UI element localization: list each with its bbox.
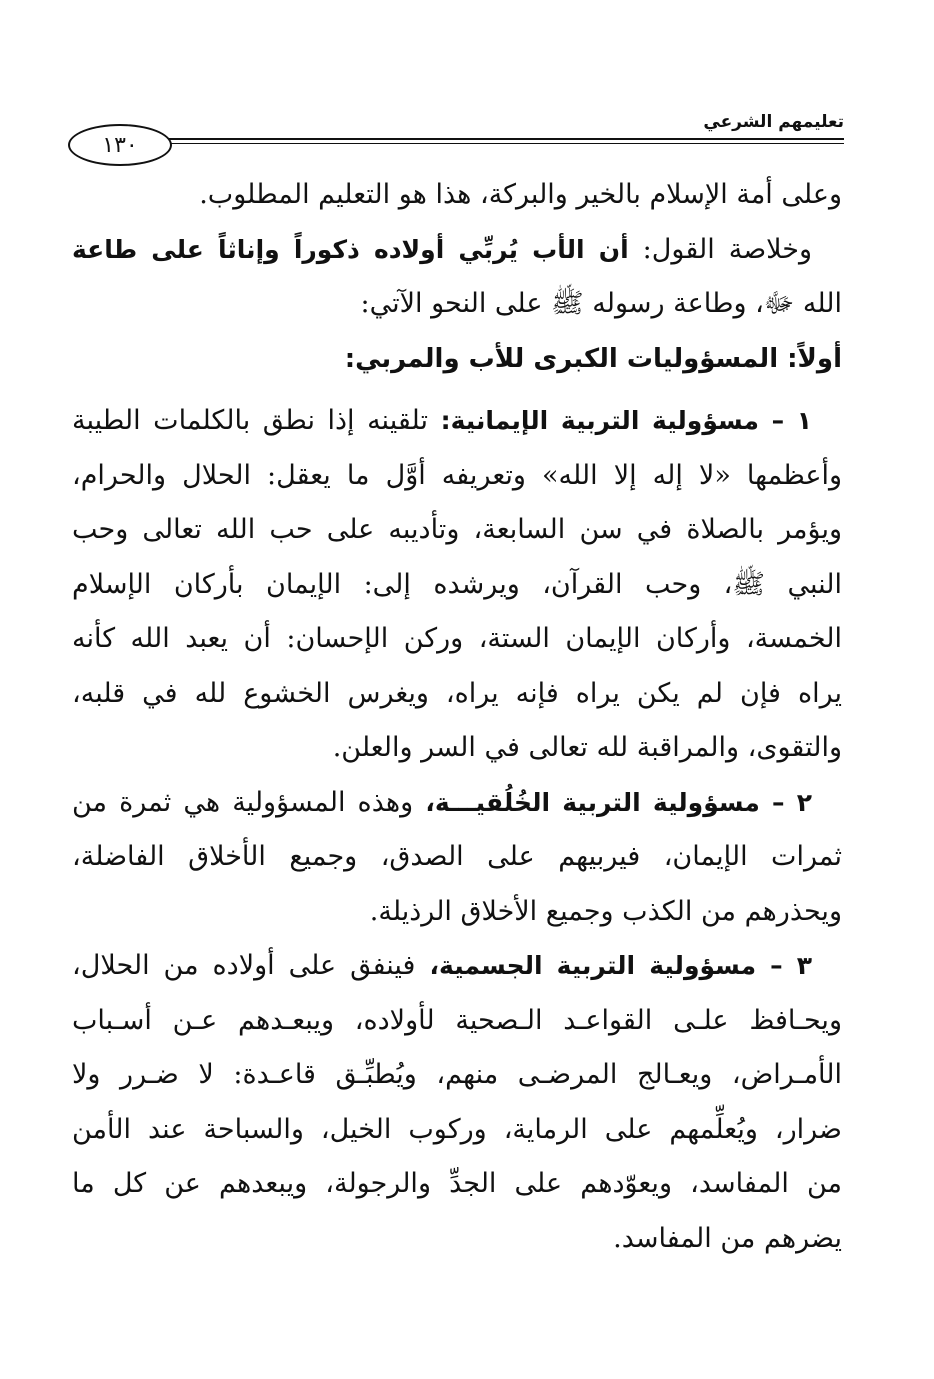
text-line: وأعظمها «لا إله إلا الله» وتعريفه أوَّل ما يعقل: الحلال والحرام، <box>72 459 842 491</box>
text-line: ويؤمر بالصلاة في سن السابعة، وتأديبه على حب الله تعالى وحب <box>72 514 842 545</box>
text-line: ويحذرهم من الكذب وجميع الأخلاق الرذيلة. <box>369 895 842 927</box>
text-line: الأمـراض، ويعـالج المرضـى منهم، ويُطبِّـق قاعـدة: لا ضـرر ولا <box>72 1059 842 1090</box>
text-line: الله ﷻ، وطاعة رسوله ﷺ على النحو الآتي: <box>360 288 842 319</box>
text-line: ثمرات الإيمان، فيربيهم على الصدق، وجميع الأخلاق الفاضلة، <box>72 841 842 872</box>
bold-text-run: ٣ – مسؤولية التربية الجسمية، <box>415 951 812 980</box>
text-line <box>72 776 842 831</box>
page-header <box>72 110 844 170</box>
header-rule-thick <box>72 138 844 140</box>
text-line <box>72 394 842 449</box>
header-rule-thin <box>72 143 844 144</box>
text-line: الخمسة، وأركان الإيمان الستة، وركن الإحسان: أن يعبد الله كأنه <box>72 623 842 654</box>
bold-text-run: أن الأب يُربِّي أولاده ذكوراً وإناثاً على طاعة <box>72 234 629 264</box>
text-line <box>72 223 842 278</box>
text-line: ضرار، ويُعلِّمهم على الرماية، وركوب الخيل، والسباحة عند الأمن <box>72 1113 842 1145</box>
text-line: من المفاسد، ويعوّدهم على الجدِّ والرجولة، ويبعدهم عن كل ما <box>72 1168 842 1199</box>
text-line <box>72 939 842 994</box>
text-line: يراه فإن لم يكن يراه فإنه يراه، ويغرس الخشوع لله في قلبه، <box>72 677 842 709</box>
text-run: فينفق على أولاده من الحلال، <box>72 950 416 981</box>
text-run: تلقينه إذا نطق بالكلمات الطيبة <box>72 405 428 436</box>
text-line: النبي ﷺ، وحب القرآن، ويرشده إلى: الإيمان بأركان الإسلام <box>72 568 842 600</box>
text-run: وهذه المسؤولية هي ثمرة من <box>72 786 414 818</box>
text-line: يضرهم من المفاسد. <box>613 1222 842 1254</box>
text-line: والتقوى، والمراقبة لله تعالى في السر والعلن. <box>332 732 842 763</box>
text-line: ويحـافظ علـى القواعـد الـصحية لأولاده، ويبعـدهم عـن أسـباب <box>72 1004 842 1036</box>
section-heading: أولاً: المسؤوليات الكبرى للأب والمربي: <box>344 343 842 374</box>
bold-text-run: ١ – مسؤولية التربية الإيمانية: <box>427 406 813 435</box>
running-title: تعليمهم الشرعي <box>703 112 844 132</box>
text-line: وعلى أمة الإسلام بالخير والبركة، هذا هو التعليم المطلوب. <box>199 179 842 210</box>
body-text <box>72 168 842 1266</box>
bold-text-run: ٢ – مسؤولية التربية الخُلُقيـــة، <box>413 787 812 817</box>
page-number: ١٣٠ <box>68 124 172 166</box>
text-run: وخلاصة القول: <box>628 233 812 265</box>
